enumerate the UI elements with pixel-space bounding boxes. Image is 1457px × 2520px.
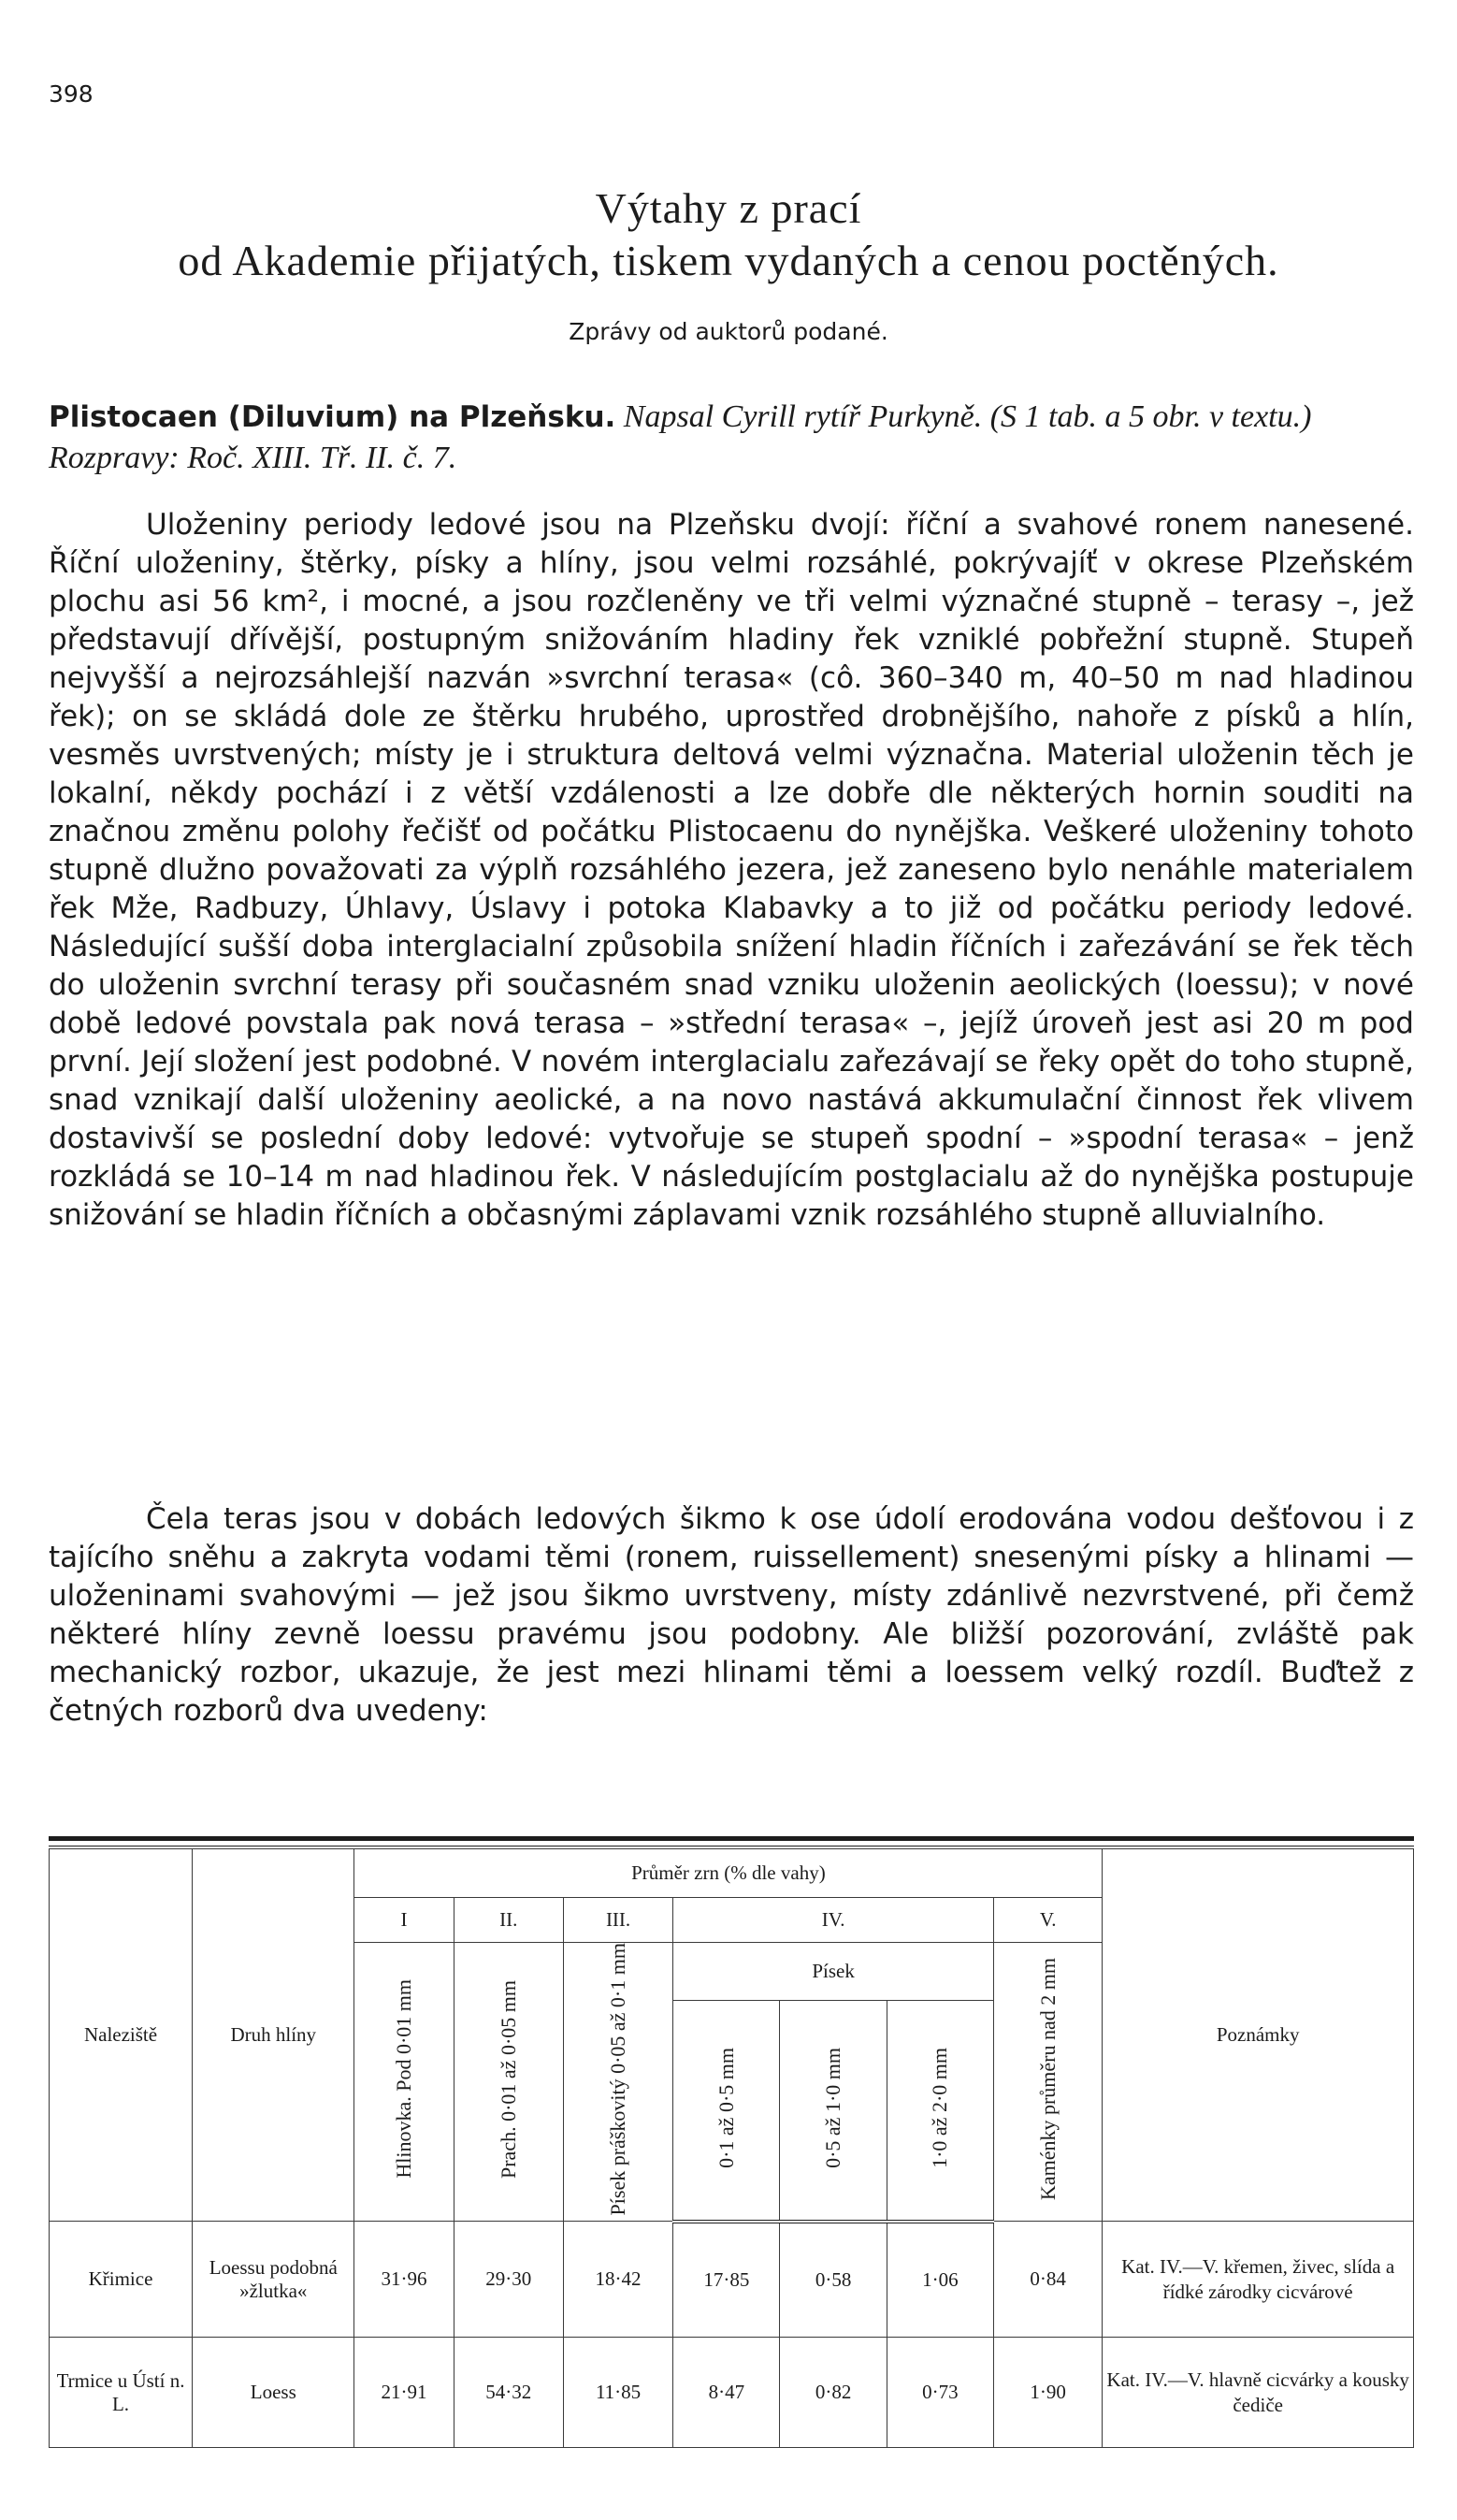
article-author: Napsal Cyrill rytíř Purkyně. bbox=[623, 399, 983, 434]
cell-value: 11·85 bbox=[563, 2338, 672, 2448]
cell-locality: Křimice bbox=[50, 2222, 193, 2338]
article-heading bbox=[49, 397, 1414, 479]
article-title: Plistocaen (Diluvium) na Plzeňsku. bbox=[49, 400, 616, 434]
cell-value: 17·85 bbox=[673, 2222, 780, 2338]
cell-value: 31·96 bbox=[354, 2222, 454, 2338]
cell-value: 29·30 bbox=[454, 2222, 563, 2338]
cell-locality: Trmice u Ústí n. L. bbox=[50, 2338, 193, 2448]
cell-value: 1·90 bbox=[994, 2338, 1103, 2448]
cell-value: 0·84 bbox=[994, 2222, 1103, 2338]
col-header: Prach. 0·01 až 0·05 mm bbox=[454, 1943, 563, 2222]
cell-type: Loessu podobná »žlutka« bbox=[193, 2222, 354, 2338]
cell-value: 1·06 bbox=[887, 2222, 993, 2338]
cell-type: Loess bbox=[193, 2338, 354, 2448]
cell-note: Kat. IV.—V. hlavně cicvárky a kousky čediče bbox=[1103, 2338, 1414, 2448]
grain-diameter-header: Průměr zrn (% dle vahy) bbox=[354, 1849, 1103, 1898]
col-type-header: Druh hlíny bbox=[193, 1849, 354, 2222]
paragraph-2: Čela teras jsou v dobách ledových šikmo k ose údolí erodována vodou dešťovou i z tajícího sněhu a zakryta vodami těmi (ronem, ruissellement) snesenými písky a hlinami — uloženinami svahovými — jež jsou šikmo uvrstveny, místy zdánlivě nezvrstvené, při čemž některé hlíny zevně loessu pravému jsou podobny. Ale bližší pozorování, zvláště pak mechanický rozbor, ukazuje, že jest mezi hlinami těmi a loessem velký rozdíl. Buďtež z četných rozborů dva uvedeny: bbox=[49, 1502, 1414, 1728]
section-title: Výtahy z prací bbox=[595, 184, 862, 232]
cell-value: 21·91 bbox=[354, 2338, 454, 2448]
col-notes-header: Poznámky bbox=[1103, 1849, 1414, 2222]
col-header: Hlinovka. Pod 0·01 mm bbox=[354, 1943, 454, 2222]
roman-header: IV. bbox=[673, 1898, 994, 1943]
col-header: Písek práškovitý 0·05 až 0·1 mm bbox=[563, 1943, 672, 2222]
roman-header: I bbox=[354, 1898, 454, 1943]
roman-header: III. bbox=[563, 1898, 672, 1943]
cell-value: 0·73 bbox=[887, 2338, 993, 2448]
col-header: 1·0 až 2·0 mm bbox=[887, 2001, 993, 2222]
roman-header: II. bbox=[454, 1898, 563, 1943]
cell-value: 0·82 bbox=[780, 2338, 887, 2448]
table-top-rule-thin bbox=[49, 1846, 1414, 1847]
cell-value: 8·47 bbox=[673, 2338, 780, 2448]
section-title-line2: od Akademie přijatých, tiskem vydaných a cenou poctěných. bbox=[178, 237, 1279, 284]
table-row bbox=[50, 2338, 1414, 2448]
article-meta: (S 1 tab. a 5 obr. v textu.) Rozpravy: Roč. XIII. Tř. II. č. 7. bbox=[49, 399, 1312, 475]
table-row bbox=[50, 2222, 1414, 2338]
roman-header: V. bbox=[994, 1898, 1103, 1943]
cell-value: 0·58 bbox=[780, 2222, 887, 2338]
grain-size-table bbox=[49, 1848, 1414, 2448]
table-top-rule bbox=[49, 1836, 1414, 1841]
col-header: Kaménky průměru nad 2 mm bbox=[994, 1943, 1103, 2222]
cell-value: 54·32 bbox=[454, 2338, 563, 2448]
sand-header: Písek bbox=[673, 1943, 994, 2001]
section-subtitle: Zprávy od auktorů podané. bbox=[569, 318, 888, 345]
paragraph-1: Uloženiny periody ledové jsou na Plzeňsku dvojí: říční a svahové ronem nanesené. Říční uloženiny, štěrky, písky a hlíny, jsou velmi rozsáhlé, pokrývajíť v okrese Plzeňském plochu asi 56 km², i mocné, a jsou rozčleněny ve tři velmi význačné stupně – terasy –, jež představují dřívější, postupným snižováním hladiny řek vzniklé pobřežní stupně. Stupeň nejvyšší a nejrozsáhlejší nazván »svrchní terasa« (cô. 360–340 m, 40–50 m nad hladinou řek); on se skládá dole ze štěrku hrubého, uprostřed drobnějšího, nahoře z písků a hlín, vesměs uvrstvených; místy je i struktura deltová velmi význačna. Material uloženin těch je lokalní, někdy pochází i z větší vzdálenosti a lze dobře dle některých hornin souditi na značnou změnu polohy řečišť od počátku Plistocaenu do nynějška. Veškeré uloženiny tohoto stupně dlužno považovati za výplň rozsáhlého jezera, jež zaneseno bylo nenáhle materialem řek Mže, Radbuzy, Úhlavy, Úslavy i potoka Klabavky a to již od počátku periody ledové. Následující sušší doba interglacialní způsobila snížení hladin říčních i zařezávání se řek těch do uloženin svrchní terasy při současném snad vzniku uloženin aeolických (loessu); v nové době ledové povstala pak nová terasa – »střední terasa« –, jejíž úroveň jest asi 20 m pod první. Její složení jest podobné. V novém interglacialu zařezávají se řeky opět do toho stupně, snad vznikají další uloženiny aeolické, a na novo nastává akkumulační činnost řek vlivem dostavivší se poslední doby ledové: vytvořuje se stupeň spodní – »spodní terasa« – jenž rozkládá se 10–14 m nad hladinou řek. V následujícím postglacialu až do nynějška postupuje snižování se hladin říčních a občasnými záplavami vznik rozsáhlého stupně alluvialního. bbox=[49, 508, 1414, 1232]
cell-value: 18·42 bbox=[563, 2222, 672, 2338]
page-number: 398 bbox=[49, 80, 94, 108]
col-locality-header: Naleziště bbox=[50, 1849, 193, 2222]
col-header: 0·5 až 1·0 mm bbox=[780, 2001, 887, 2222]
cell-note: Kat. IV.—V. křemen, živec, slída a řídké zárodky cicvárové bbox=[1103, 2222, 1414, 2338]
col-header: 0·1 až 0·5 mm bbox=[673, 2001, 780, 2222]
